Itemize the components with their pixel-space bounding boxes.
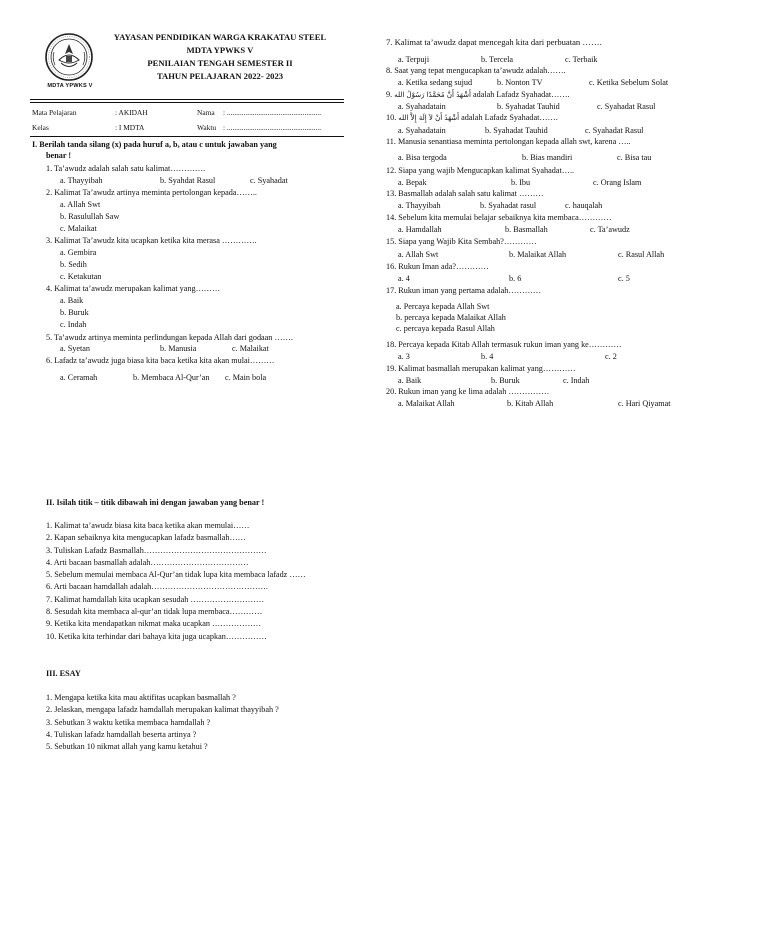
option-8a: a. Ketika sedang sujud	[398, 78, 473, 87]
name-field: : ...................................................	[223, 108, 322, 117]
option-2c: c. Malaikat	[60, 224, 97, 233]
question-13: 13. Basmallah adalah salah satu kalimat ………	[386, 189, 544, 198]
question-2: 2. Kalimat Ta’awudz artinya meminta pertolongan kepada……..	[46, 188, 257, 197]
question-3: 3. Kalimat Ta’awudz kita ucapkan ketika kita merasa ………….	[46, 236, 257, 245]
option-3b: b. Sedih	[60, 260, 87, 269]
subject-value: : AKIDAH	[115, 108, 148, 117]
time-field: : ...................................................	[223, 123, 322, 132]
question-8: 8. Saat yang tepat mengucapkan ta’awudz adalah…….	[386, 66, 566, 75]
fill-item-9: 9. Ketika kita mendapatkan nikmat maka ucapkan ………………	[46, 619, 262, 629]
fill-item-3: 3. Tuliskan Lafadz Basmallah………………………………………	[46, 545, 267, 555]
option-4a: a. Baik	[60, 296, 84, 305]
time-label: Waktu	[197, 123, 217, 132]
option-10b: b. Syahadat Tauhid	[485, 126, 548, 135]
essay-item-2: 2. Jelaskan, mengapa lafadz hamdallah merupakan kalimat thayyibah ?	[46, 705, 279, 715]
subject-label: Mata Pelajaran	[32, 108, 77, 117]
option-5a: a. Syetan	[60, 344, 91, 353]
option-20b: b. Kitab Allah	[507, 399, 554, 408]
question-10-number: 10.	[386, 113, 397, 122]
essay-item-3: 3. Sebutkan 3 waktu ketika membaca hamdallah ?	[46, 717, 211, 727]
question-10-arabic: أَشْهَدُ أَنْ لاَ إِلَهَ إِلاَّ الله	[398, 114, 460, 122]
question-19: 19. Kalimat basmallah merupakan kalimat yang…………	[386, 364, 576, 373]
option-3c: c. Ketakutan	[60, 272, 102, 281]
fill-item-4: 4. Arti bacaan basmallah adalah………………………………	[46, 557, 249, 567]
option-6c: c. Main bola	[225, 373, 267, 382]
option-19c: c. Indah	[563, 376, 590, 385]
option-15c: c. Rasul Allah	[618, 250, 665, 259]
option-18c: c. 2	[605, 352, 617, 361]
option-1b: b. Syahdat Rasul	[160, 176, 216, 185]
option-17c: c. percaya kepada Rasul Allah	[396, 324, 495, 333]
section1-title-cont: benar !	[46, 151, 72, 160]
question-15: 15. Siapa yang Wajib Kita Sembah?…………	[386, 237, 537, 246]
question-17: 17. Rukun iman yang pertama adalah…………	[386, 286, 542, 295]
option-20c: c. Hari Qiyamat	[618, 399, 671, 408]
option-12b: b. Ibu	[511, 178, 531, 187]
option-1a: a. Thayyibah	[60, 176, 103, 185]
option-14c: c. Ta’awudz	[590, 225, 630, 234]
question-9-number: 9.	[386, 90, 393, 99]
option-16b: b. 6	[509, 274, 522, 283]
option-18a: a. 3	[398, 352, 410, 361]
option-13a: a. Thayyibah	[398, 201, 441, 210]
school-name: MDTA YPWKS V	[186, 45, 254, 55]
question-11: 11. Manusia senantiasa meminta pertolongan kepada allah swt, karena …..	[386, 137, 631, 146]
header-divider-thin	[30, 102, 344, 103]
option-13c: c. hauqalah	[565, 201, 603, 210]
question-16: 16. Rukun Iman ada?…………	[386, 262, 489, 271]
fill-item-10: 10. Ketika kita terhindar dari bahaya kita juga ucapkan……………	[46, 631, 267, 641]
option-6b: b. Membaca Al-Qur’an	[133, 373, 210, 382]
question-9	[386, 90, 570, 100]
option-4b: b. Buruk	[60, 308, 89, 317]
option-4c: c. Indah	[60, 320, 87, 329]
essay-list	[46, 693, 279, 754]
question-14: 14. Sebelum kita memulai belajar sebaiknya kita membaca…………	[386, 213, 612, 222]
option-13b: b. Syahadat rasul	[480, 201, 537, 210]
option-16c: c. 5	[618, 274, 630, 283]
school-logo	[44, 32, 94, 82]
academic-year: TAHUN PELAJARAN 2022- 2023	[156, 71, 284, 81]
option-5c: c. Malaikat	[232, 344, 269, 353]
option-15b: b. Malaikat Allah	[509, 250, 567, 259]
essay-item-5: 5. Sebutkan 10 nikmat allah yang kamu ketahui ?	[46, 742, 208, 752]
class-value: : I MDTA	[115, 123, 145, 132]
class-label: Kelas	[32, 123, 49, 132]
option-17a: a. Percaya kepada Allah Swt	[396, 302, 490, 311]
option-5b: b. Manusia	[160, 344, 197, 353]
essay-item-4: 4. Tuliskan lafadz hamdallah beserta artinya ?	[46, 729, 197, 739]
option-9c: c. Syahadat Rasul	[597, 102, 656, 111]
option-10a: a. Syahadatain	[398, 126, 446, 135]
option-1c: c. Syahadat	[250, 176, 288, 185]
question-4: 4. Kalimat ta’awudz merupakan kalimat yang………	[46, 284, 221, 293]
section3-title: III. ESAY	[46, 669, 81, 678]
option-11c: c. Bisa tau	[617, 153, 652, 162]
option-12c: c. Orang Islam	[593, 178, 642, 187]
option-11a: a. Bisa tergoda	[398, 153, 447, 162]
logo-caption: MDTA YPWKS V	[47, 83, 93, 89]
question-1: 1. Ta’awudz adalah salah satu kalimat………….	[46, 164, 206, 173]
fill-item-8: 8. Sesudah kita membaca al-qur’an tidak lupa membaca…………	[46, 607, 263, 617]
option-12a: a. Bepak	[398, 178, 427, 187]
question-7: 7. Kalimat ta’awudz dapat mencegah kita dari perbuatan …….	[386, 37, 602, 47]
question-9-text: adalah Lafadz Syahadat…….	[472, 90, 570, 99]
option-14a: a. Hamdallah	[398, 225, 442, 234]
option-14b: b. Basmallah	[505, 225, 548, 234]
fill-item-5: 5. Sebelum memulai membaca Al-Qur’an tidak lupa kita membaca lafadz ……	[46, 570, 306, 580]
fill-in-list	[46, 521, 306, 644]
option-9a: a. Syahadatain	[398, 102, 446, 111]
option-7a: a. Terpuji	[398, 55, 430, 64]
fill-item-1: 1. Kalimat ta’awudz biasa kita baca ketika akan memulai……	[46, 521, 250, 530]
option-19a: a. Baik	[398, 376, 422, 385]
option-6a: a. Ceramah	[60, 373, 98, 382]
foundation-name: YAYASAN PENDIDIKAN WARGA KRAKATAU STEEL	[113, 32, 327, 42]
option-8c: c. Ketika Sebelum Solat	[589, 78, 669, 87]
exam-title: PENILAIAN TENGAH SEMESTER II	[147, 58, 293, 68]
option-2a: a. Allah Swt	[60, 200, 101, 209]
option-8b: b. Nonton TV	[497, 78, 543, 87]
fill-item-2: 2. Kapan sebaiknya kita mengucapkan lafadz basmallah……	[46, 533, 246, 543]
option-16a: a. 4	[398, 274, 410, 283]
question-10	[386, 113, 558, 123]
option-11b: b. Bias mandiri	[522, 153, 573, 162]
section2-title: II. Isilah titik – titik dibawah ini dengan jawaban yang benar !	[46, 498, 265, 507]
question-12: 12. Siapa yang wajib Mengucapkan kalimat Syahadat…..	[386, 166, 575, 175]
option-10c: c. Syahadat Rasul	[585, 126, 644, 135]
option-7c: c. Terbaik	[565, 55, 598, 64]
option-15a: a. Allah Swt	[398, 250, 439, 259]
name-label: Nama	[197, 108, 215, 117]
option-2b: b. Rasulullah Saw	[60, 212, 120, 221]
identity-divider	[30, 136, 344, 137]
option-3a: a. Gembira	[60, 248, 97, 257]
question-10-text: adalah Lafadz Syahadat…….	[461, 113, 558, 122]
header-divider	[30, 99, 344, 100]
essay-item-1: 1. Mengapa ketika kita mau aktifitas ucapkan basmallah ?	[46, 693, 236, 702]
question-9-arabic: أَشْهَدُ أَنَّ مُحَمَّدًا رَسُوْلُ الله	[394, 91, 471, 99]
option-9b: b. Syahadat Tauhid	[497, 102, 560, 111]
option-17b: b. percaya kepada Malaikat Allah	[396, 313, 506, 322]
fill-item-7: 7. Kalimat hamdallah kita ucapkan sesudah ………………………	[46, 594, 265, 604]
question-18: 18. Percaya kepada Kitab Allah termasuk rukun iman yang ke…………	[386, 340, 622, 349]
question-20: 20. Rukun iman yang ke lima adalah ……………	[386, 387, 550, 396]
option-7b: b. Tercela	[481, 55, 514, 64]
option-20a: a. Malaikat Allah	[398, 399, 455, 408]
question-6: 6. Lafadz ta’awudz juga biasa kita baca ketika kita akan mulai………	[46, 356, 275, 365]
question-5: 5. Ta’awudz artinya meminta perlindungan kepada Allah dari godaan …….	[46, 333, 293, 342]
fill-item-6: 6. Arti bacaan hamdallah adalah…………………………………….	[46, 582, 268, 592]
section1-title: I. Berilah tanda silang (x) pada huruf a, b, atau c untuk jawaban yang	[32, 140, 277, 149]
option-18b: b. 4	[481, 352, 494, 361]
option-19b: b. Buruk	[491, 376, 520, 385]
